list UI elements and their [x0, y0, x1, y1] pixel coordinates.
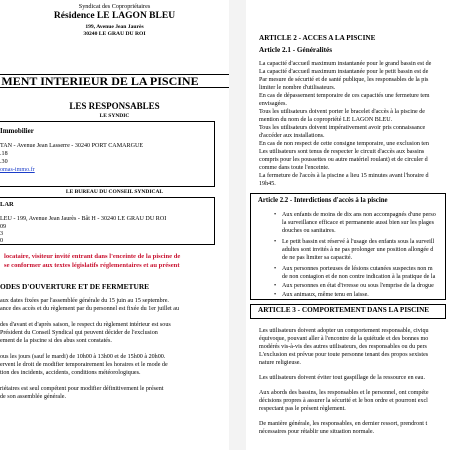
article-3-line: équivoque, pouvant aller à l'encontre de la quiétude et des bonnes mo: [259, 336, 429, 342]
interdiction-item: • Aux animaux, même tenu en laisse.: [282, 292, 369, 300]
residence-title: Résidence LE LAGON BLEU: [53, 11, 176, 21]
article-3-line: modérés vis-à-vis des autres utilisateurs, des responsables ou du pers: [259, 344, 427, 350]
article-3-line: Aux abords des bassins, les responsables et le personnel, ont compéte: [259, 390, 429, 396]
body-line: riétaires est seul compétent pour modifier définitivement le présent: [0, 386, 164, 392]
body-line: aux dates fixées par l'assemblée générale du 15 juin au 15 septembre.: [0, 298, 169, 304]
syndic-label: LE SYNDIC: [99, 113, 130, 119]
article-2-1-line: 19h45.: [259, 181, 276, 187]
article-3-title: ARTICLE 3 - COMPORTEMENT DANS LA PISCINE: [258, 306, 430, 314]
reglement-banner: MENT INTERIEUR DE LA PISCINE: [0, 74, 229, 88]
address-line-1: 199, Avenue Jean Jaurès: [85, 24, 144, 30]
conseil-line: 09: [0, 224, 7, 230]
article-2-1-line: compris pour les poussettes ou autre matériel roulant) et de circuler d: [259, 157, 428, 163]
interdiction-item: • Le petit bassin est réservé à l'usage des enfants sous la surveill: [282, 239, 434, 247]
responsables-title: LES RESPONSABLES: [69, 101, 160, 111]
syndic-line: TAN - Avenue Jean Lasserre - 30240 PORT CAMARGUE: [0, 143, 144, 149]
article-2-2-title: Article 2.2 - Interdictions d'accès à la piscine: [258, 197, 388, 204]
syndic-website-link[interactable]: omas-immo.fr: [0, 167, 35, 173]
article-2-1-line: La capacité d'accueil maximum instantanée pour le grand bassin est de: [259, 61, 432, 67]
article-2-1-line: En cas de dépassement temporaire de ces capacités une fermeture tem: [259, 93, 430, 99]
body-line: de son assemblée générale.: [0, 394, 66, 400]
article-3-line: respectant pas le présent règlement.: [259, 406, 346, 412]
syndic-line: .30: [0, 159, 8, 165]
article-2-1-line: En cas de non respect de cette consigne temporaire, une exclusion ten: [259, 141, 429, 147]
page-gutter: [229, 0, 246, 450]
article-3-line: L'exclusion est prévue pour toute personne tenant des propos sexistes: [259, 352, 429, 358]
body-line: ance des accès et du règlement par du personnel est fixée du 1er juillet au: [0, 306, 180, 312]
body-line: tion des incidents, accidents, conditions météorologiques.: [0, 370, 141, 376]
interdiction-item-cont: la surveillance efficace et permanente aussi bien sur les plages: [282, 220, 434, 226]
article-3-line: Les utilisateurs doivent éviter tout gaspillage de la ressource en eau.: [259, 375, 425, 381]
article-2-1-title: Article 2.1 - Généralités: [259, 46, 333, 54]
article-2-1-line: envisagées.: [259, 101, 287, 107]
body-line: ement de la piscine si des abus sont constatés.: [0, 338, 112, 344]
article-2-1-line: Tous les utilisateurs doivent porter le bracelet d'accès à la piscine de: [259, 109, 425, 115]
interdiction-item: • Aux personnes en état d'ivresse ou sous l'emprise de la drogue: [282, 283, 434, 291]
article-3-line: nécessaires pour rétablir une situation normale.: [259, 429, 375, 435]
body-line: Président du Conseil Syndical qui peuvent décider de l'exclusion: [0, 330, 158, 336]
article-2-1-line: Les utilisateurs sont tenus de respecter le circuit d'accès aux bassins: [259, 149, 425, 155]
article-2-1-line: Tous les utilisateurs doivent impérativement avoir pris connaissance: [259, 125, 426, 131]
section-title-horaires: ODES D'OUVERTURE ET DE FERMETURE: [0, 282, 150, 291]
body-line: des d'avant et d'après saison, le respect du règlement intérieur est sous: [0, 322, 171, 328]
conseil-line: 3: [0, 231, 4, 237]
body-line: ervent le droit de modifier temporairement les horaires et le mode de: [0, 362, 168, 368]
right-page: [246, 0, 450, 450]
interdiction-item-cont: de ne pas limiter sa capacité.: [282, 255, 353, 261]
article-3-line: De manière générale, les responsables, en dernier ressort, prendront t: [259, 421, 428, 427]
article-2-1-line: limiter le nombre d'utilisateurs.: [259, 85, 336, 91]
interdiction-item-cont: douches ou sanitaires.: [282, 228, 336, 234]
interdiction-item: • Aux enfants de moins de dix ans non accompagnés d'une perso: [282, 212, 436, 220]
syndic-line: Immobilier: [0, 127, 34, 135]
conseil-label: LE BUREAU DU CONSEIL SYNDICAL: [65, 189, 164, 195]
body-line: ous les jours (sauf le mardi) de 10h00 à 13h00 et de 15h00 à 20h00.: [0, 354, 166, 360]
article-3-line: décisions propres à assurer la sécurité et le bon ordre et pourront excl: [259, 398, 428, 404]
article-2-1-line: La capacité d'accueil maximum instantanée pour le petit bassin est de: [259, 69, 429, 75]
warning-line: locataire, visiteur invité entrant dans l'enceinte de la piscine de: [4, 253, 181, 260]
article-2-1-line: comme dans toute l'enceinte.: [259, 165, 330, 171]
conseil-line: 0: [0, 238, 4, 244]
interdiction-item: • Aux personnes porteuses de lésions cutanées suspectes non m: [282, 266, 433, 274]
interdiction-item-cont: adultes sont invités à ne pas prolonger une position allongée d: [282, 247, 434, 253]
article-2-1-line: d'accéder aux installations.: [259, 133, 325, 139]
article-3-line: Les utilisateurs doivent adopter un comportement responsable, civiqu: [259, 328, 429, 334]
article-3-line: nature religieuse.: [259, 360, 301, 366]
syndic-line: .18: [0, 151, 8, 157]
article-2-1-line: mention du nom de la copropriété LE LAGON BLEU.: [259, 117, 393, 123]
conseil-line: LEU - 199, Avenue Jean Jaurès - Bât H - 30240 LE GRAU DU ROI: [0, 216, 167, 222]
article-2-title: ARTICLE 2 - ACCES A LA PISCINE: [259, 34, 376, 42]
article-2-1-line: Par mesure de sécurité et de santé publique, les responsables de la pis: [259, 77, 429, 83]
address-line-2: 30240 LE GRAU DU ROI: [83, 31, 146, 37]
conseil-line: LAR: [0, 201, 14, 208]
warning-line: se conformer aux textes législatifs réglementaires et au présent: [4, 262, 180, 269]
syndicat-heading: Syndicat des Copropriétaires: [78, 3, 151, 10]
article-2-1-line: La fermeture de l'accès à la piscine a lieu 15 minutes avant l'horaire d: [259, 173, 429, 179]
interdiction-item-cont: de non contagion et de non contre indication à la pratique de la: [282, 274, 436, 280]
